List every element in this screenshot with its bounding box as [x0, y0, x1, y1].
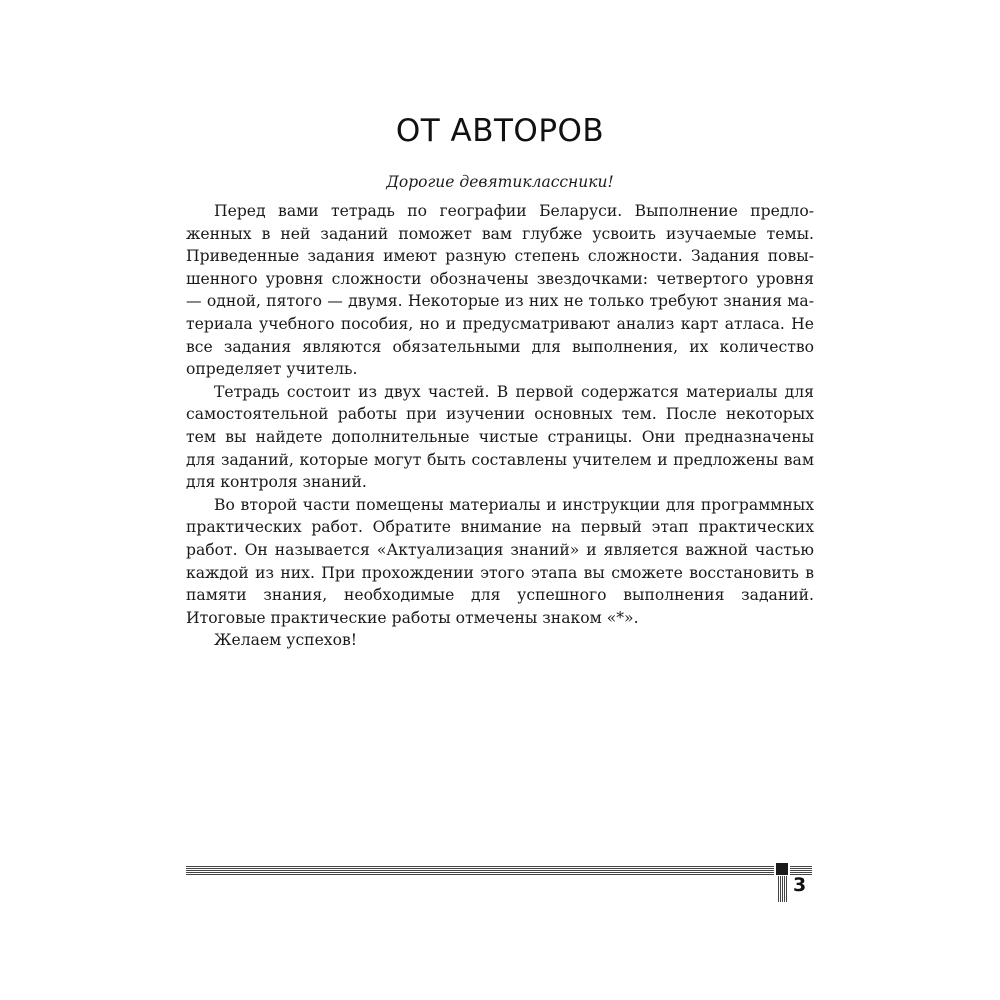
body-text [186, 200, 814, 652]
footer-vertical-rule [778, 876, 787, 902]
footer-rule [186, 866, 774, 875]
paragraph-practical-works: Во второй части помещены материалы и инструкции для программных практических работ. Обратите внимание на первый этап практических работ. Он называется «Актуализация знаний» и является важной частью каждой из них. При прохождении этого этапа вы сможете восстановить в памяти знания, необходимые для успешного выполнения заданий. Итоговые практические работы отмечены знаком «*». [186, 495, 814, 627]
page-title: ОТ АВТОРОВ [395, 112, 605, 149]
paragraph-intro: Перед вами тетрадь по географии Беларуси. Выполнение предложенных в ней заданий поможет вам глубже усвоить изучаемые темы. Приведенные задания имеют разную степень сложности. Задания повышенного уровня сложности обозначены звездочками: четвертого уровня — одной, пятого — двумя. Некоторые из них не только требуют знания материала учебного пособия, но и предусматривают анализ карт атласа. Не все задания являются обязательными для выполнения, их количество определяет учитель. [186, 202, 814, 379]
page-number: 3 [793, 874, 807, 896]
paragraph-structure: Тетрадь состоит из двух частей. В первой содержатся материалы для самостоятельной работы при изучении основных тем. После некоторых тем вы найдете дополнительные чистые страницы. Они предназначены для заданий, которые могут быть составлены учителем и предложены вам для контроля знаний. [186, 382, 814, 492]
greeting: Дорогие девятиклассники! [386, 173, 614, 191]
paragraph-wishes: Желаем успехов! [214, 631, 358, 650]
footer-corner-square [776, 863, 788, 875]
